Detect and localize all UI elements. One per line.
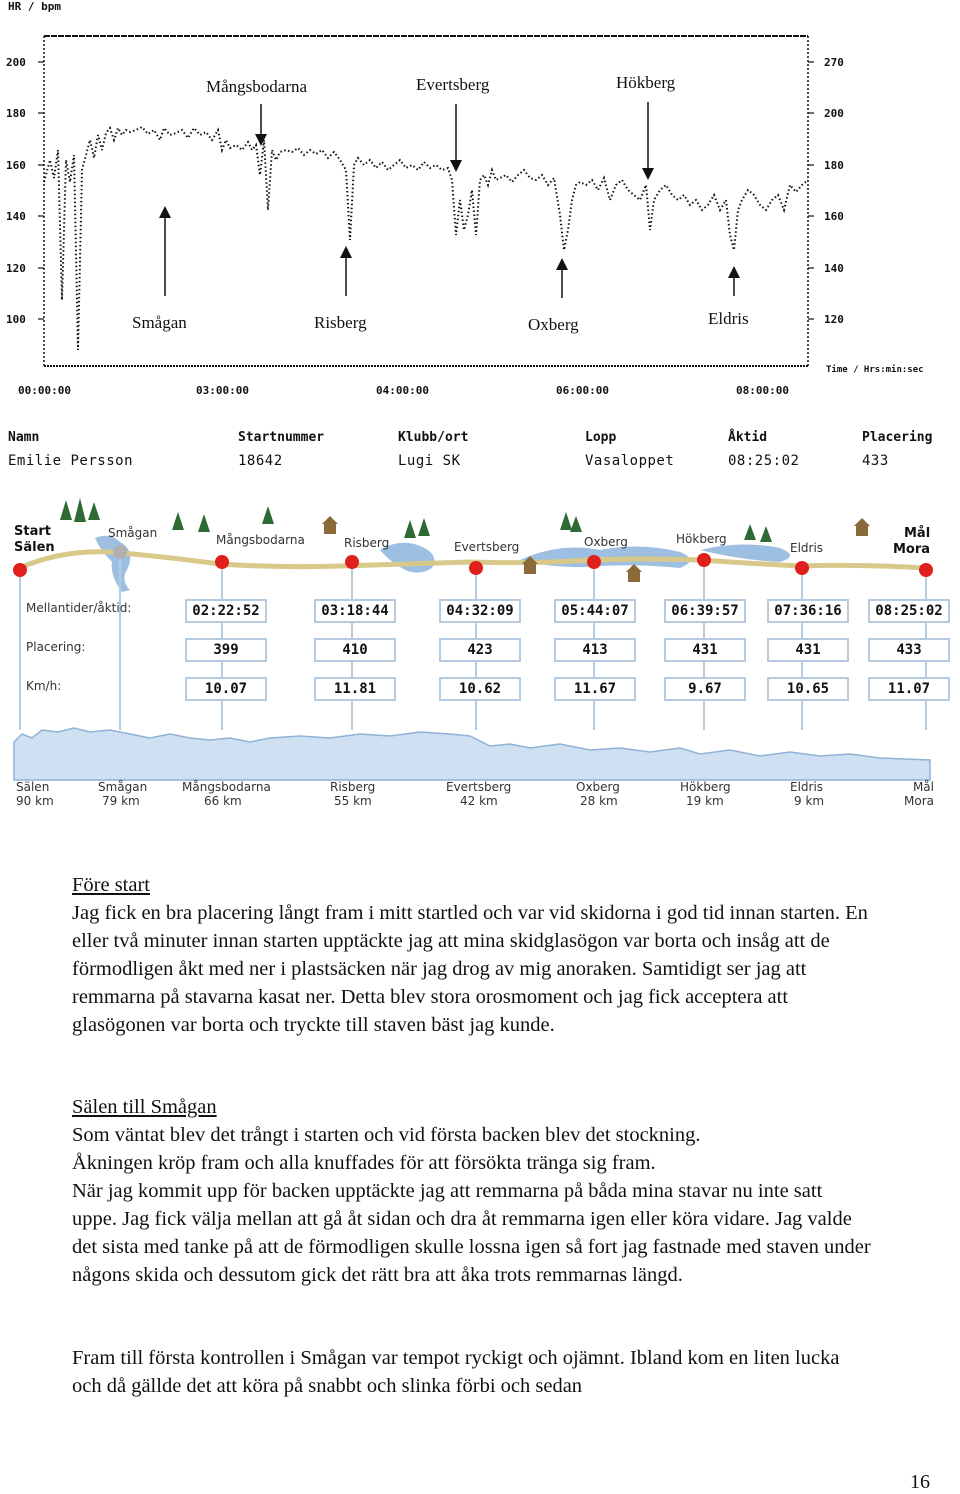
info-value-club: Lugi SK xyxy=(398,453,461,469)
annotation-label: Oxberg xyxy=(528,315,579,334)
distance-name: Sälen xyxy=(16,780,50,794)
marker-finish-icon xyxy=(919,563,933,577)
info-header-time: Åktid xyxy=(728,430,768,445)
x-axis-unit: Time / Hrs:min:sec xyxy=(826,365,924,375)
placing: 399 xyxy=(185,638,267,662)
distance-name: Evertsberg xyxy=(446,780,512,794)
x-tick: 06:00:00 xyxy=(556,384,609,397)
x-tick: 08:00:00 xyxy=(736,384,789,397)
placing: 431 xyxy=(767,638,849,662)
info-header-placing: Placering xyxy=(862,430,933,445)
annotation-label: Mångsbodarna xyxy=(206,77,308,96)
annotation-label: Hökberg xyxy=(616,73,676,92)
marker-icon xyxy=(587,555,601,569)
placing: 413 xyxy=(554,638,636,662)
distance-km: 55 km xyxy=(334,794,372,808)
marker-icon xyxy=(215,555,229,569)
speed: 11.07 xyxy=(868,677,950,701)
annotation-hokberg xyxy=(616,73,676,180)
distance-name: Smågan xyxy=(98,780,148,794)
station-label: Smågan xyxy=(108,526,158,540)
station-label: Mångsbodarna xyxy=(216,533,305,547)
placing: 433 xyxy=(868,638,950,662)
finish-label: Mål xyxy=(904,526,931,541)
marker-start-icon xyxy=(13,563,27,577)
distance-name: Mångsbodarna xyxy=(182,780,271,794)
trees xyxy=(60,498,772,542)
info-header-startnumber: Startnummer xyxy=(238,430,325,445)
heart-rate-chart xyxy=(0,0,960,400)
annotation-label: Evertsberg xyxy=(416,75,490,94)
paragraph: Jag fick en bra placering långt fram i mitt startled och var vid skidorna i god tid innan starten. En eller två minuter innan starten upptäckte jag att mina skidglasögon var borta och insåg att de förmodligen åkt med ner i plastsäcken när jag drog av mig anoraken. Samtidigt ser jag att remmarna på stavarna kasat ner. Detta blev stora orosmoment och jag fick acceptera att glasögonen var borta och tryckte till staven bäst jag kunde. xyxy=(72,902,868,1036)
marker-icon xyxy=(697,553,711,567)
arrow-down-icon xyxy=(450,160,462,172)
row-label-placing: Placering: xyxy=(26,640,86,654)
speed: 10.62 xyxy=(439,677,521,701)
y-tick: 120 xyxy=(824,313,844,326)
info-value-startnumber: 18642 xyxy=(238,453,283,469)
y-tick: 270 xyxy=(824,56,844,69)
arrow-up-icon xyxy=(159,206,171,218)
placing: 410 xyxy=(314,638,396,662)
info-header-race: Lopp xyxy=(585,430,617,445)
speed: 9.67 xyxy=(664,677,746,701)
distance-km: 42 km xyxy=(460,794,498,808)
station-label: Oxberg xyxy=(584,535,628,549)
annotation-oxberg xyxy=(528,258,579,334)
x-axis xyxy=(18,364,924,397)
split-time: 06:39:57 xyxy=(664,599,746,623)
y-tick: 160 xyxy=(6,159,26,172)
annotation-smagan xyxy=(132,206,187,332)
distance-name: Hökberg xyxy=(680,780,731,794)
distance-name: Eldris xyxy=(790,780,824,794)
start-label: Start xyxy=(14,524,51,539)
x-tick: 04:00:00 xyxy=(376,384,429,397)
arrow-up-icon xyxy=(728,266,740,278)
y-tick: 100 xyxy=(6,313,26,326)
elevation-profile xyxy=(14,728,930,780)
info-value-name: Emilie Persson xyxy=(8,453,134,469)
y-tick: 140 xyxy=(824,262,844,275)
info-header-name: Namn xyxy=(8,430,40,445)
marker-icon xyxy=(469,561,483,575)
split-time: 05:44:07 xyxy=(554,599,636,623)
split-time: 04:32:09 xyxy=(439,599,521,623)
placing: 431 xyxy=(664,638,746,662)
split-time: 08:25:02 xyxy=(868,599,950,623)
speed: 10.07 xyxy=(185,677,267,701)
section-heading: Sälen till Smågan xyxy=(72,1096,217,1118)
annotation-eldris xyxy=(708,266,749,328)
arrow-up-icon xyxy=(340,246,352,258)
annotation-label: Risberg xyxy=(314,313,367,332)
speed: 11.67 xyxy=(554,677,636,701)
split-time: 07:36:16 xyxy=(767,599,849,623)
row-label-speed: Km/h: xyxy=(26,679,62,693)
distance-km: 19 km xyxy=(686,794,724,808)
split-time: 03:18:44 xyxy=(314,599,396,623)
distance-km: 9 km xyxy=(794,794,825,808)
paragraph: När jag kommit upp för backen upptäckte jag att remmarna på båda mina stavar nu inte satt uppe. Jag fick välja mellan att gå åt sidan och dra åt remmarna igen eller köra vidare. Jag valde det sista med tanke på att de förmodligen skulle lossna igen så fort jag fastnade med staven under någons skida och dessutom gick det rätt bra att åka trots remmarnas längd. xyxy=(72,1180,871,1286)
page-number: 16 xyxy=(910,1471,930,1493)
distance-name: Risberg xyxy=(330,780,376,794)
arrow-down-icon xyxy=(642,168,654,180)
arrow-up-icon xyxy=(556,258,568,270)
annotation-mangsbodarna xyxy=(206,77,307,146)
y-tick: 160 xyxy=(824,210,844,223)
y-tick: 180 xyxy=(824,159,844,172)
y-tick: 140 xyxy=(6,210,26,223)
split-time: 02:22:52 xyxy=(185,599,267,623)
station-label: Evertsberg xyxy=(454,540,520,554)
annotation-risberg xyxy=(314,246,367,332)
hr-corner-label: HR / bpm xyxy=(8,0,61,13)
paragraph: Åkningen kröp fram och alla knuffades för att försökta tränga sig fram. xyxy=(72,1152,656,1174)
annotation-evertsberg xyxy=(416,75,490,172)
marker-icon xyxy=(345,555,359,569)
y-axis-right xyxy=(824,56,844,326)
distance-km: 66 km xyxy=(204,794,242,808)
speed: 11.81 xyxy=(314,677,396,701)
y-tick: 180 xyxy=(6,107,26,120)
info-value-race: Vasaloppet xyxy=(585,453,675,469)
distance-km: 79 km xyxy=(102,794,140,808)
distance-name: Oxberg xyxy=(576,780,620,794)
info-value-time: 08:25:02 xyxy=(728,453,800,469)
marker-icon xyxy=(795,561,809,575)
station-label: Risberg xyxy=(344,536,390,550)
annotation-label: Smågan xyxy=(132,313,187,332)
info-value-placing: 433 xyxy=(862,453,889,469)
station-label: Eldris xyxy=(790,541,824,555)
speed: 10.65 xyxy=(767,677,849,701)
placing: 423 xyxy=(439,638,521,662)
row-label-splits: Mellantider/åktid: xyxy=(26,601,132,615)
distance-km: 28 km xyxy=(580,794,618,808)
finish-place: Mora xyxy=(893,542,931,557)
y-tick: 200 xyxy=(824,107,844,120)
paragraph: Fram till första kontrollen i Smågan var tempot ryckigt och ojämnt. Ibland kom en liten lucka och då gällde det att köra på snabbt och slinka förbi och sedan xyxy=(72,1347,840,1397)
info-header-club: Klubb/ort xyxy=(398,430,469,445)
annotation-label: Eldris xyxy=(708,309,749,328)
paragraph: Som väntat blev det trångt i starten och vid första backen blev det stockning. xyxy=(72,1124,701,1146)
y-tick: 120 xyxy=(6,262,26,275)
distance-name: Mål xyxy=(912,780,934,794)
start-place: Sälen xyxy=(14,540,55,555)
distance-km: 90 km xyxy=(16,794,54,808)
x-tick: 00:00:00 xyxy=(18,384,71,397)
marker-icon xyxy=(113,545,127,559)
distance-km: Mora xyxy=(904,794,934,808)
section-heading: Före start xyxy=(72,874,150,896)
y-tick: 200 xyxy=(6,56,26,69)
station-label: Hökberg xyxy=(676,532,727,546)
x-tick: 03:00:00 xyxy=(196,384,249,397)
y-axis-left xyxy=(6,56,26,326)
